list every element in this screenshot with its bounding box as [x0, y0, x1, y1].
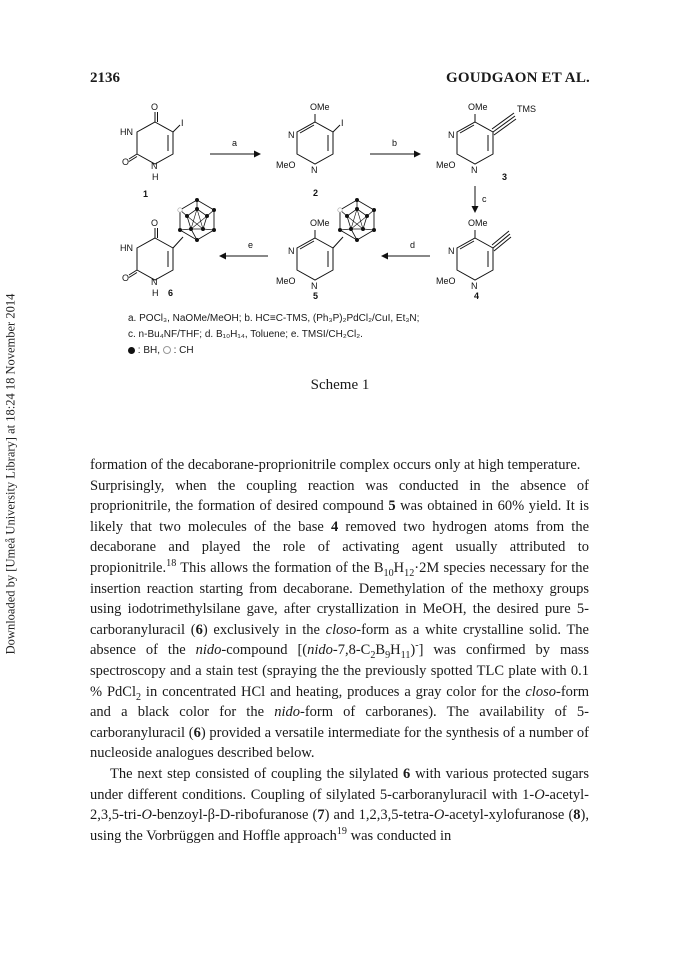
atom-label: O	[151, 218, 159, 228]
atom-label: HN	[120, 127, 133, 137]
atom-label: O	[122, 273, 130, 283]
paragraph-1: formation of the decaborane-proprionitrile complex occurs only at high temperature.	[90, 457, 581, 473]
atom-label: N	[471, 165, 478, 175]
atom-label: I	[341, 118, 344, 128]
atom-label: I	[181, 118, 184, 128]
atom-label: H	[152, 172, 159, 182]
arrow-label-c: c	[482, 194, 487, 204]
compound-number: 3	[502, 172, 508, 182]
compound-number: 6	[168, 288, 174, 298]
atom-label: MeO	[436, 276, 456, 286]
page-number: 2136	[90, 70, 120, 86]
compound-2-structure	[276, 102, 344, 198]
arrow-label-e: e	[248, 240, 254, 250]
compound-number: 5	[313, 291, 319, 301]
compound-3-structure	[436, 102, 536, 182]
compound-number: 1	[143, 189, 149, 199]
atom-label: TMS	[517, 104, 536, 114]
paragraph-2: Surprisingly, when the coupling reaction was conducted in the absence of proprionitrile, the formation of desired compound 5 was obtained in 60% yield. It is likely that two molecules of the base 4 removed two hydrogen atoms from the decaborane and played the role of activating agent usually attributed to propionitrile.$^{18}$ This allows the formation of the $B_{10}H_{12}\cdot 2M$ species necessary for the insertion reaction starting from decaborane. Demethylation of the methoxy groups using iodotrimethylsilane gave, after crystallization in MeOH, the desired pure 5-carboranyluracil (6) exclusively in the closo-form as a white crystalline solid. The absence of the nido-compound $[(nido-7,8-C_2B_9H_{11})^-]$ was confirmed by mass spectroscopy and a stain test (spraying the the previously spotted TLC plate with 0.1 % PdCl$_2$ in concentrated HCl and heating, produces a gray color for the closo-form and a black color for the nido-form of carboranes). The availability of 5-carboranyluracil (6) provided a versatile intermediate for the synthesis of a number of nucleoside analogues described below.	[90, 477, 590, 762]
atom-label: OMe	[310, 102, 330, 112]
atom-label: N	[448, 130, 455, 140]
scheme-caption: Scheme 1	[310, 377, 370, 393]
arrow-label-a: a	[232, 138, 238, 148]
download-watermark	[0, 0, 22, 964]
running-head: GOUDGAON ET AL.	[446, 70, 590, 86]
compound-1-structure	[120, 102, 184, 199]
download-watermark-text: Downloaded by [Umeå University Library] at 18:24 18 November 2014	[3, 293, 18, 655]
atom-label: H	[152, 288, 159, 298]
legend-key	[128, 343, 588, 359]
atom-label: OMe	[468, 218, 488, 228]
atom-label: O	[151, 102, 159, 112]
atom-label: OMe	[310, 218, 330, 228]
atom-label: N	[311, 165, 318, 175]
body-text	[90, 455, 589, 846]
atom-label: HN	[120, 243, 133, 253]
compound-5-structure	[276, 198, 376, 301]
paragraph-3: The next step consisted of coupling the silylated 6 with various protected sugars under different conditions. Coupling of silylated 5-carboranyluracil with 1-O-acetyl-2,3,5-tri-O-benzoyl-β-D-ribofuranose (7) and 1,2,3,5-tetra-O-acetyl-xylofuranose (8), using the Vorbrüggen and Hoffle approach$^{19}$ was conducted in	[90, 765, 589, 844]
compound-4-structure	[436, 218, 511, 301]
atom-label: N	[288, 130, 295, 140]
atom-label: N	[311, 281, 318, 291]
atom-label: MeO	[276, 160, 296, 170]
atom-label: MeO	[436, 160, 456, 170]
legend-line-1: a. POCl₃, NaOMe/MeOH; b. HC≡C-TMS, (Ph₃P)₂PdCl₂/CuI, Et₃N;	[128, 313, 420, 324]
compound-number: 4	[474, 291, 480, 301]
atom-label: N	[151, 161, 158, 171]
ch-key-label: : CH	[173, 345, 194, 356]
legend-line-2: c. n-Bu₄NF/THF; d. B₁₀H₁₄, Toluene; e. TMSI/CH₂Cl₂.	[128, 329, 363, 340]
arrow-label-b: b	[392, 138, 398, 148]
atom-label: N	[151, 277, 158, 287]
atom-label: OMe	[468, 102, 488, 112]
open-dot-icon	[163, 346, 171, 354]
atom-label: N	[448, 246, 455, 256]
bh-key-label: : BH,	[137, 345, 161, 356]
compound-number: 2	[313, 188, 319, 198]
atom-label: N	[288, 246, 295, 256]
scheme-legend	[128, 311, 588, 359]
arrow-label-d: d	[410, 240, 416, 250]
atom-label: N	[471, 281, 478, 291]
atom-label: MeO	[276, 276, 296, 286]
compound-6-structure	[120, 198, 216, 298]
reaction-scheme	[110, 98, 590, 308]
filled-dot-icon	[128, 347, 135, 354]
atom-label: O	[122, 157, 130, 167]
